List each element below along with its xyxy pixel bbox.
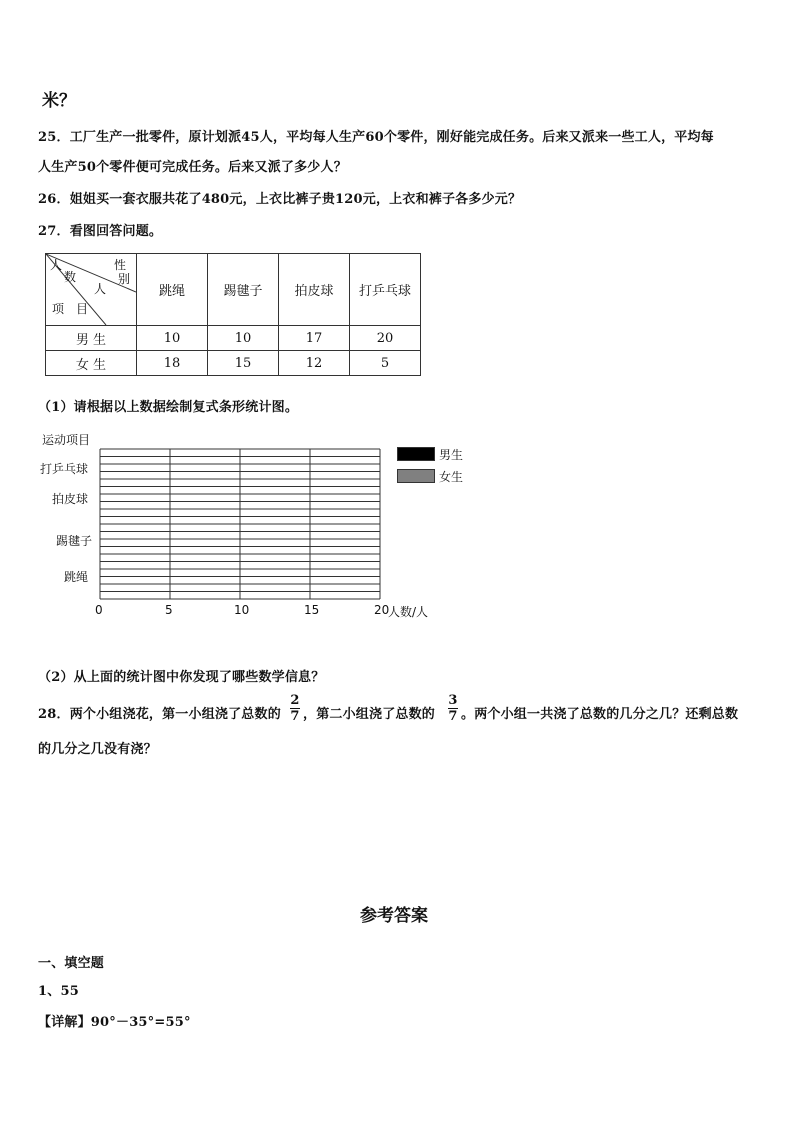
fraction-denominator: 7 (448, 709, 458, 724)
category-label: 打乒乓球 (40, 462, 89, 476)
corner-label-xing: 性 (114, 258, 127, 272)
table-cell: 15 (208, 351, 279, 376)
table-cell: 10 (208, 326, 279, 351)
corner-label-xiangmu: 项 目 (52, 302, 89, 316)
question-25-line1: 25．工厂生产一批零件，原计划派45人，平均每人生产60个零件，刚好能完成任务。后来又派来一些工人，平均每 (38, 130, 714, 145)
legend-label-boys: 男生 (439, 448, 464, 462)
column-header: 拍皮球 (279, 254, 350, 326)
question-27: 27．看图回答问题。 (38, 224, 163, 239)
x-tick-label: 15 (304, 603, 320, 617)
fraction-three-sevenths (446, 693, 460, 724)
question-26: 26．姐姐买一套衣服共花了480元，上衣比裤子贵120元，上衣和裤子各多少元？ (38, 192, 522, 207)
sports-table (45, 253, 421, 376)
chart-grid (98, 447, 398, 607)
table-cell: 17 (279, 326, 350, 351)
table-corner-cell (46, 254, 137, 326)
column-header: 跳绳 (137, 254, 208, 326)
chart-y-axis-title: 运动项目 (42, 433, 91, 447)
fraction-two-sevenths (288, 693, 302, 724)
legend-label-girls: 女生 (439, 470, 464, 484)
x-tick-label: 0 (95, 603, 103, 617)
table-cell: 10 (137, 326, 208, 351)
table-cell: 18 (137, 351, 208, 376)
fraction-denominator: 7 (290, 709, 300, 724)
corner-label-shu: 数 (64, 270, 77, 284)
row-label: 女 生 (46, 351, 137, 376)
question-28-text-c: 。两个小组一共浇了总数的几分之几？还剩总数 (461, 707, 739, 722)
category-label: 跳绳 (64, 570, 89, 584)
section-fill-blank: 一、填空题 (38, 956, 105, 971)
question-28-text-b: ，第二小组浇了总数的 (303, 707, 436, 722)
category-label: 拍皮球 (52, 492, 89, 506)
corner-label-ren: 人 (50, 258, 63, 272)
question-25-line2: 人生产50个零件便可完成任务。后来又派了多少人？ (38, 160, 347, 175)
question-28-line2: 的几分之几没有浇？ (38, 742, 157, 757)
corner-label-bie: 别 (118, 272, 131, 286)
table-cell: 12 (279, 351, 350, 376)
column-header: 踢毽子 (208, 254, 279, 326)
x-tick-label: 10 (234, 603, 250, 617)
question-27-part1: （1）请根据以上数据绘制复式条形统计图。 (38, 400, 299, 415)
question-27-part2: （2）从上面的统计图中你发现了哪些数学信息？ (38, 670, 325, 685)
legend-swatch-boys (397, 447, 435, 461)
table-row (46, 351, 421, 376)
question-28-text-a: 28．两个小组浇花，第一小组浇了总数的 (38, 707, 281, 722)
fraction-numerator: 2 (290, 693, 300, 708)
answer-1-detail: 【详解】90°－35°=55° (38, 1015, 191, 1030)
chart-x-axis-title: 人数/人 (388, 605, 429, 619)
table-cell: 20 (350, 326, 421, 351)
x-tick-label: 20 (374, 603, 390, 617)
bar-chart (38, 425, 464, 620)
legend-swatch-girls (397, 469, 435, 483)
heading-tail: 米？ (42, 91, 76, 111)
x-tick-label: 5 (165, 603, 173, 617)
column-header: 打乒乓球 (350, 254, 421, 326)
row-label: 男 生 (46, 326, 137, 351)
corner-label-ren2: 人 (94, 282, 107, 296)
answer-1: 1、55 (38, 984, 79, 999)
table-cell: 5 (350, 351, 421, 376)
table-row (46, 326, 421, 351)
answers-title: 参考答案 (360, 906, 428, 926)
fraction-numerator: 3 (448, 693, 458, 708)
category-label: 踢毽子 (56, 534, 93, 548)
